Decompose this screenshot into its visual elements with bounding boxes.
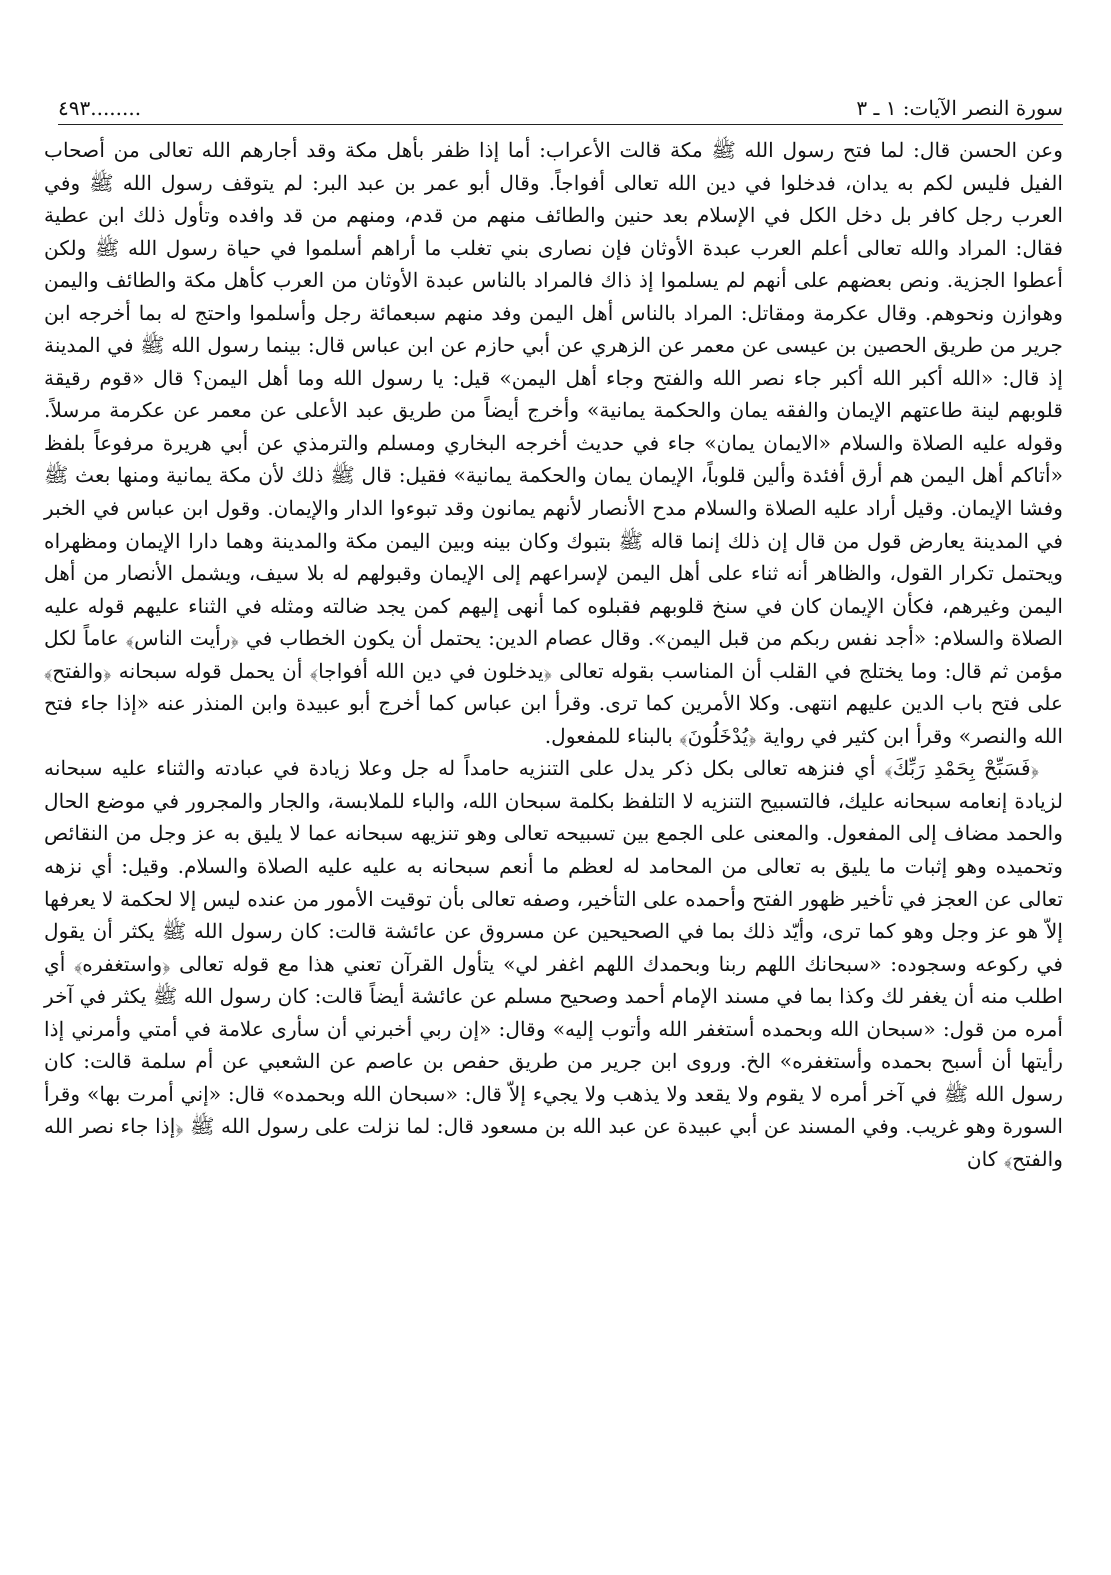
running-header <box>58 86 1063 125</box>
body-text <box>44 134 1063 1176</box>
page-number: ........٤٩٣ <box>58 96 142 120</box>
paragraph: ﴿فَسَبِّحْ بِحَمْدِ رَبِّكَ﴾ أي فنزهه تعالى بكل ذكر يدل على التنزيه حامداً له جل وعلا زيادة في عبادته والثناء عليه سبحانه لزيادة إنعامه سبحانه عليك، فالتسبيح التنزيه لا التلفظ بكلمة سبحان الله، والباء للملابسة، والجار والمجرور في موضع الحال والحمد مضاف إلى المفعول. والمعنى على الجمع بين تسبيحه تعالى وهو تنزيهه سبحانه عما لا يليق به عز وجل من النقائص وتحميده وهو إثبات ما يليق به تعالى من المحامد له لعظم ما أنعم سبحانه به عليه عليه الصلاة والسلام. وقيل: أي نزهه تعالى عن العجز في تأخير ظهور الفتح وأحمده على التأخير، وصفه تعالى بأن توقيت الأمور من عنده ليس إلا لحكمة لا يعرفها إلاّ هو عز وجل وهو كما ترى، وأيّد ذلك بما في الصحيحين عن مسروق عن عائشة قالت: كان رسول الله ﷺ يكثر أن يقول في ركوعه وسجوده: «سبحانك اللهم ربنا وبحمدك اللهم اغفر لي» يتأول القرآن تعني هذا مع قوله تعالى ﴿واستغفره﴾ أي اطلب منه أن يغفر لك وكذا بما في مسند الإمام أحمد وصحيح مسلم عن عائشة أيضاً قالت: كان رسول الله ﷺ يكثر في آخر أمره من قول: «سبحان الله وبحمده أستغفر الله وأتوب إليه» وقال: «إن ربي أخبرني أن سأرى علامة في أمتي وأمرني إذا رأيتها أن أسبح بحمده وأستغفره» الخ. وروى ابن جرير من طريق حفص بن عاصم عن الشعبي عن أم سلمة قالت: كان رسول الله ﷺ في آخر أمره لا يقوم ولا يقعد ولا يذهب ولا يجيء إلاّ قال: «سبحان الله وبحمده» قال: «إني أمرت بها» وقرأ السورة وهو غريب. وفي المسند عن أبي عبيدة عن عبد الله بن مسعود قال: لما نزلت على رسول الله ﷺ ﴿إذا جاء نصر الله والفتح﴾ كان <box>44 756 1063 1171</box>
running-title: سورة النصر الآيات: ١ ـ ٣ <box>856 96 1063 120</box>
paragraph: وعن الحسن قال: لما فتح رسول الله ﷺ مكة قالت الأعراب: أما إذا ظفر بأهل مكة وقد أجارهم الله تعالى من أصحاب الفيل فليس لكم به يدان، فدخلوا في دين الله تعالى أفواجاً. وقال أبو عمر بن عبد البر: لم يتوقف رسول الله ﷺ وفي العرب رجل كافر بل دخل الكل في الإسلام بعد حنين والطائف منهم من قدم، ومنهم من قد وافده وتأول ذلك ابن عطية فقال: المراد والله تعالى أعلم العرب عبدة الأوثان فإن نصارى بني تغلب ما أراهم أسلموا في حياة رسول الله ﷺ ولكن أعطوا الجزية. ونص بعضهم على أنهم لم يسلموا إذ ذاك فالمراد بالناس عبدة الأوثان من العرب كأهل مكة والطائف واليمن وهوازن ونحوهم. وقال عكرمة ومقاتل: المراد بالناس أهل اليمن وفد منهم سبعمائة رجل وأسلموا واحتج له بما أخرجه ابن جرير من طريق الحصين بن عيسى عن معمر عن الزهري عن أبي حازم عن ابن عباس قال: بينما رسول الله ﷺ في المدينة إذ قال: «الله أكبر الله أكبر جاء نصر الله والفتح وجاء أهل اليمن» قيل: يا رسول الله وما أهل اليمن؟ قال «قوم رقيقة قلوبهم لينة طاعتهم الإيمان والفقه يمان والحكمة يمانية» وأخرج أيضاً من طريق عبد الأعلى عن معمر عن عكرمة مرسلاً. وقوله عليه الصلاة والسلام «الايمان يمان» جاء في حديث أخرجه البخاري ومسلم والترمذي عن أبي هريرة مرفوعاً بلفظ «أتاكم أهل اليمن هم أرق أفئدة وألين قلوباً، الإيمان يمان والحكمة يمانية» فقيل: قال ﷺ ذلك لأن مكة يمانية ومنها بعث ﷺ وفشا الإيمان. وقيل أراد عليه الصلاة والسلام مدح الأنصار لأنهم يمانون وقد تبوءوا الدار والإيمان. وقول ابن عباس في الخبر في المدينة يعارض قول من قال إن ذلك إنما قاله ﷺ بتبوك وكان بينه وبين اليمن مكة والمدينة وهما دارا الإيمان ومظهراه ويحتمل تكرار القول، والظاهر أنه ثناء على أهل اليمن لإسراعهم إلى الإيمان وقبولهم له بلا سيف، ويشمل الأنصار من أهل اليمن وغيرهم، فكأن الإيمان كان في سنخ قلوبهم فقبلوه كما أنهى إليهم كمن يجد ضالته ومثله في الثناء عليهم قوله عليه الصلاة والسلام: «أجد نفس ربكم من قبل اليمن». وقال عصام الدين: يحتمل أن يكون الخطاب في ﴿رأيت الناس﴾ عاماً لكل مؤمن ثم قال: وما يختلج في القلب أن المناسب بقوله تعالى ﴿يدخلون في دين الله أفواجا﴾ أن يحمل قوله سبحانه ﴿والفتح﴾ على فتح باب الدين عليهم انتهى. وكلا الأمرين كما ترى. وقرأ ابن عباس كما أخرج أبو عبيدة وابن المنذر عنه «إذا جاء فتح الله والنصر» وقرأ ابن كثير في رواية ﴿يُدْخَلُونَ﴾ بالبناء للمفعول. <box>44 138 1063 748</box>
